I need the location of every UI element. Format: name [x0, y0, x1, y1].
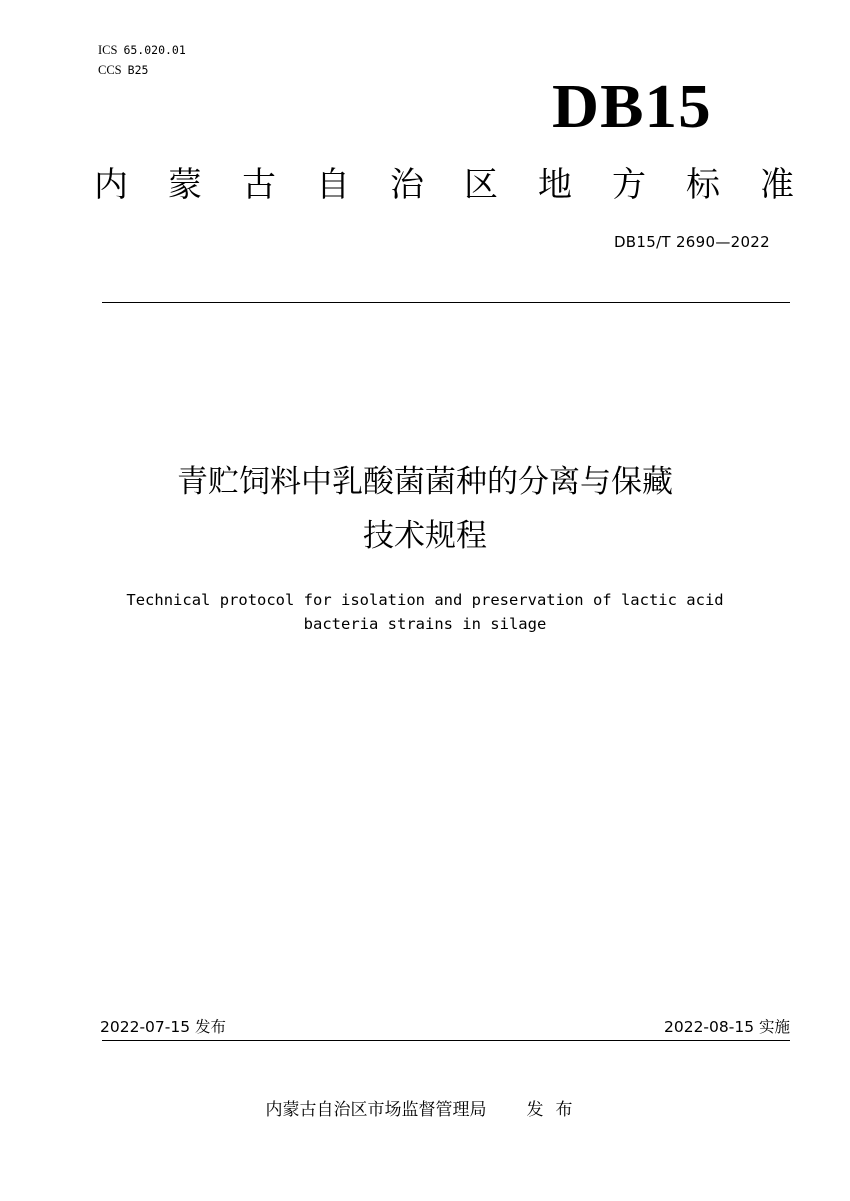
standard-type-char: 方	[612, 165, 646, 205]
release-date: 2022-07-15 发布	[100, 1018, 227, 1036]
publisher-line	[0, 1099, 850, 1121]
standard-type-char: 自	[316, 165, 350, 205]
top-divider	[102, 302, 790, 303]
standard-type-char: 地	[538, 165, 572, 205]
ics-value: 65.020.01	[123, 43, 186, 57]
ics-label: ICS	[98, 43, 118, 57]
standard-type-heading	[94, 165, 794, 205]
publisher-name: 内蒙古自治区市场监督管理局	[265, 1100, 487, 1120]
standard-type-char: 治	[390, 165, 424, 205]
standard-type-char: 蒙	[168, 165, 202, 205]
standard-type-char: 区	[464, 165, 498, 205]
standard-type-char: 准	[760, 165, 794, 205]
bottom-divider	[102, 1040, 790, 1041]
standard-type-char: 标	[686, 165, 720, 205]
standard-type-char: 内	[94, 165, 128, 205]
db-logo: DB15	[552, 73, 712, 141]
standard-code: DB15/T 2690—2022	[613, 233, 770, 251]
ccs-label: CCS	[98, 63, 122, 77]
ccs-value: B25	[127, 63, 149, 77]
title-en-line2: bacteria strains in silage	[303, 615, 547, 633]
ics-line	[98, 43, 186, 57]
title-en-line1: Technical protocol for isolation and preservation of lactic acid	[126, 591, 724, 609]
publisher-action: 发布	[526, 1100, 585, 1120]
title-cn-line2: 技术规程	[363, 518, 487, 554]
standard-type-char: 古	[242, 165, 276, 205]
ccs-line	[98, 63, 148, 77]
title-cn-line1: 青贮饲料中乳酸菌菌种的分离与保藏	[177, 464, 673, 500]
implementation-date: 2022-08-15 实施	[663, 1018, 790, 1036]
